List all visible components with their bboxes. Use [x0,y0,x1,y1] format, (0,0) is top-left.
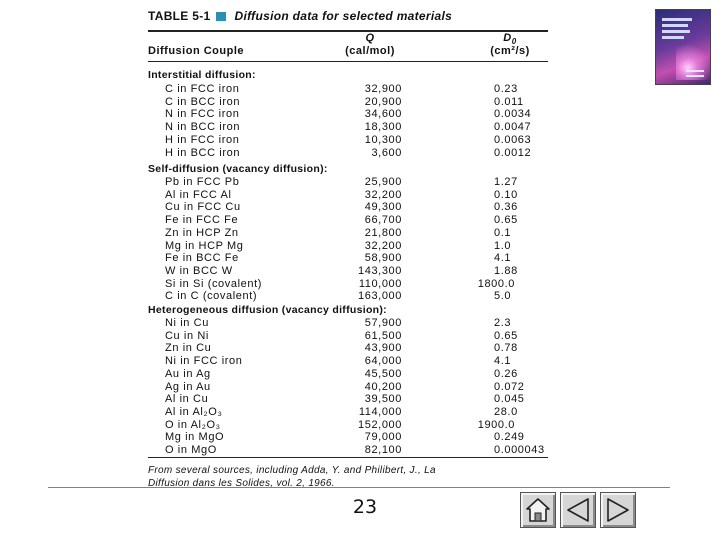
q-value-cell: 49,300 [364,201,402,214]
q-header-unit: (cal/mol) [345,45,395,57]
q-value-cell: 34,600 [364,108,402,121]
table-number: TABLE 5-1 [148,9,211,23]
table-row [0,317,720,330]
table-row [0,290,720,303]
table-row [0,431,720,444]
q-value-cell: 61,500 [364,329,402,342]
diffusion-couple-cell: C in FCC iron [165,83,240,95]
d0-header-symbol: $D_0$ [503,32,517,47]
table-row [0,419,720,432]
accent-square-icon [216,12,226,21]
d0-value-cell: 0.045 [494,393,525,406]
table-row [0,444,720,457]
table-caption: Diffusion data for selected materials [234,9,453,23]
table-row [0,330,720,343]
diffusion-couple-cell: Ag in Au [165,380,211,393]
q-value-cell: 32,900 [364,83,402,95]
table-row [0,121,720,134]
diffusion-couple-cell: Mg in HCP Mg [165,239,244,252]
diffusion-couple-cell: H in BCC iron [165,146,241,159]
d0-header-unit: (cm²/s) [490,45,530,57]
d0-value-cell: 2.3 [494,317,512,329]
diffusion-couple-cell: O in MgO [165,444,217,456]
page-number: 23 [352,496,378,518]
q-value-cell: 21,800 [364,226,402,239]
source-line-1: From several sources, including Adda, Y. and Philibert, J., La [148,465,436,476]
section-title-heterogeneous: Heterogeneous diffusion (vacancy diffusion): [148,304,387,316]
diffusion-couple-cell: Cu in FCC Cu [165,201,241,214]
q-value-cell: 58,900 [364,252,402,265]
q-value-cell: 64,000 [364,355,402,368]
table-row [0,342,720,355]
d0-value-cell: 0.1 [494,226,512,239]
d0-value-cell: 0.0063 [494,133,532,146]
book-cover-image [655,9,711,85]
d0-value-cell: 0.0034 [494,108,532,121]
d0-value-cell: 28.0 [494,405,518,418]
table-row [0,227,720,240]
q-value-cell: 40,200 [364,380,402,393]
diffusion-couple-cell: O in Al₂O₃ [165,418,221,431]
diffusion-couple-cell: Zn in HCP Zn [165,226,239,239]
diffusion-couple-cell: C in BCC iron [165,95,241,108]
d0-value-cell: 0.26 [494,367,518,380]
diffusion-couple-cell: N in FCC iron [165,108,240,121]
q-value-cell: 20,900 [364,95,402,108]
table-row [0,406,720,419]
diffusion-couple-cell: C in C (covalent) [165,290,258,303]
table-row [0,393,720,406]
table-row [0,240,720,253]
d0-value-cell: 0.78 [494,342,518,355]
table-row [0,176,720,189]
table-row [0,381,720,394]
table-row [0,278,720,291]
q-value-cell: 57,900 [364,317,402,329]
d0-value-cell: 5.0 [494,290,512,303]
q-value-cell: 18,300 [364,121,402,134]
triangle-right-icon [604,496,632,524]
table-row [0,214,720,227]
q-value-cell: 163,000 [358,290,402,303]
diffusion-couple-cell: W in BCC W [165,264,233,277]
q-value-cell: 114,000 [358,405,402,418]
next-button[interactable] [600,492,636,528]
d0-value-cell: 0.36 [494,201,518,214]
q-value-cell: 32,200 [364,239,402,252]
d0-value-cell: 0.072 [494,380,525,393]
q-value-cell: 25,900 [364,176,402,188]
q-value-cell: 10,300 [364,133,402,146]
d0-value-cell: 1900.0 [477,418,515,431]
couple-header: Diffusion Couple [148,45,244,57]
diffusion-couple-cell: Ni in FCC iron [165,355,243,368]
q-header-symbol: Q [365,32,375,44]
q-value-cell: 3,600 [371,146,402,159]
q-value-cell: 79,000 [364,431,402,444]
q-value-cell: 82,100 [364,444,402,456]
d0-value-cell: 0.10 [494,188,518,201]
source-line-2: Diffusion dans les Solides, vol. 2, 1966. [148,478,335,489]
diffusion-couple-cell: Zn in Cu [165,342,212,355]
q-value-cell: 143,300 [358,264,402,277]
table-row [0,96,720,109]
diffusion-couple-cell: N in BCC iron [165,121,241,134]
table-title [148,9,452,23]
diffusion-couple-cell: Al in Al₂O₃ [165,405,223,418]
diffusion-couple-cell: Pb in FCC Pb [165,176,240,188]
d0-value-cell: 0.0012 [494,146,532,159]
table-row [0,368,720,381]
home-icon [524,496,552,524]
triangle-left-icon [564,496,592,524]
q-value-cell: 152,000 [358,418,402,431]
table-row [0,108,720,121]
q-value-cell: 45,500 [364,367,402,380]
q-value-cell: 43,900 [364,342,402,355]
d0-value-cell: 0.65 [494,214,518,227]
d0-value-cell: 4.1 [494,355,512,368]
home-button[interactable] [520,492,556,528]
header-bottom-rule [148,61,548,62]
diffusion-couple-cell: Ni in Cu [165,317,209,329]
previous-button[interactable] [560,492,596,528]
diffusion-couple-cell: Mg in MgO [165,431,225,444]
q-value-cell: 39,500 [364,393,402,406]
table-row [0,134,720,147]
d0-value-cell: 0.249 [494,431,525,444]
diffusion-couple-cell: Si in Si (covalent) [165,277,262,290]
table-row [0,355,720,368]
q-value-cell: 32,200 [364,188,402,201]
d0-value-cell: 0.000043 [494,444,545,456]
diffusion-couple-cell: Fe in FCC Fe [165,214,239,227]
d0-value-cell: 0.23 [494,83,518,95]
d0-value-cell: 1.0 [494,239,512,252]
diffusion-couple-cell: Al in FCC Al [165,188,232,201]
q-value-cell: 110,000 [358,277,402,290]
diffusion-couple-cell: Fe in BCC Fe [165,252,239,265]
d0-value-cell: 0.0047 [494,121,532,134]
table-row [0,147,720,160]
footer-rule [48,487,670,488]
d0-value-cell: 0.011 [494,95,524,108]
section-title-self: Self-diffusion (vacancy diffusion): [148,163,328,175]
table-row [0,252,720,265]
d0-value-cell: 1.27 [494,176,518,188]
diffusion-couple-cell: H in FCC iron [165,133,240,146]
table-row [0,201,720,214]
table-bottom-rule [148,457,548,458]
diffusion-couple-cell: Al in Cu [165,393,209,406]
table-row [0,189,720,202]
table-row [0,265,720,278]
d0-value-cell: 0.65 [494,329,518,342]
d0-value-cell: 4.1 [494,252,512,265]
table-row [0,83,720,96]
q-value-cell: 66,700 [364,214,402,227]
diffusion-couple-cell: Au in Ag [165,367,211,380]
diffusion-couple-cell: Cu in Ni [165,329,209,342]
d0-value-cell: 1800.0 [477,277,515,290]
d0-value-cell: 1.88 [494,264,518,277]
section-title-interstitial: Interstitial diffusion: [148,69,256,81]
